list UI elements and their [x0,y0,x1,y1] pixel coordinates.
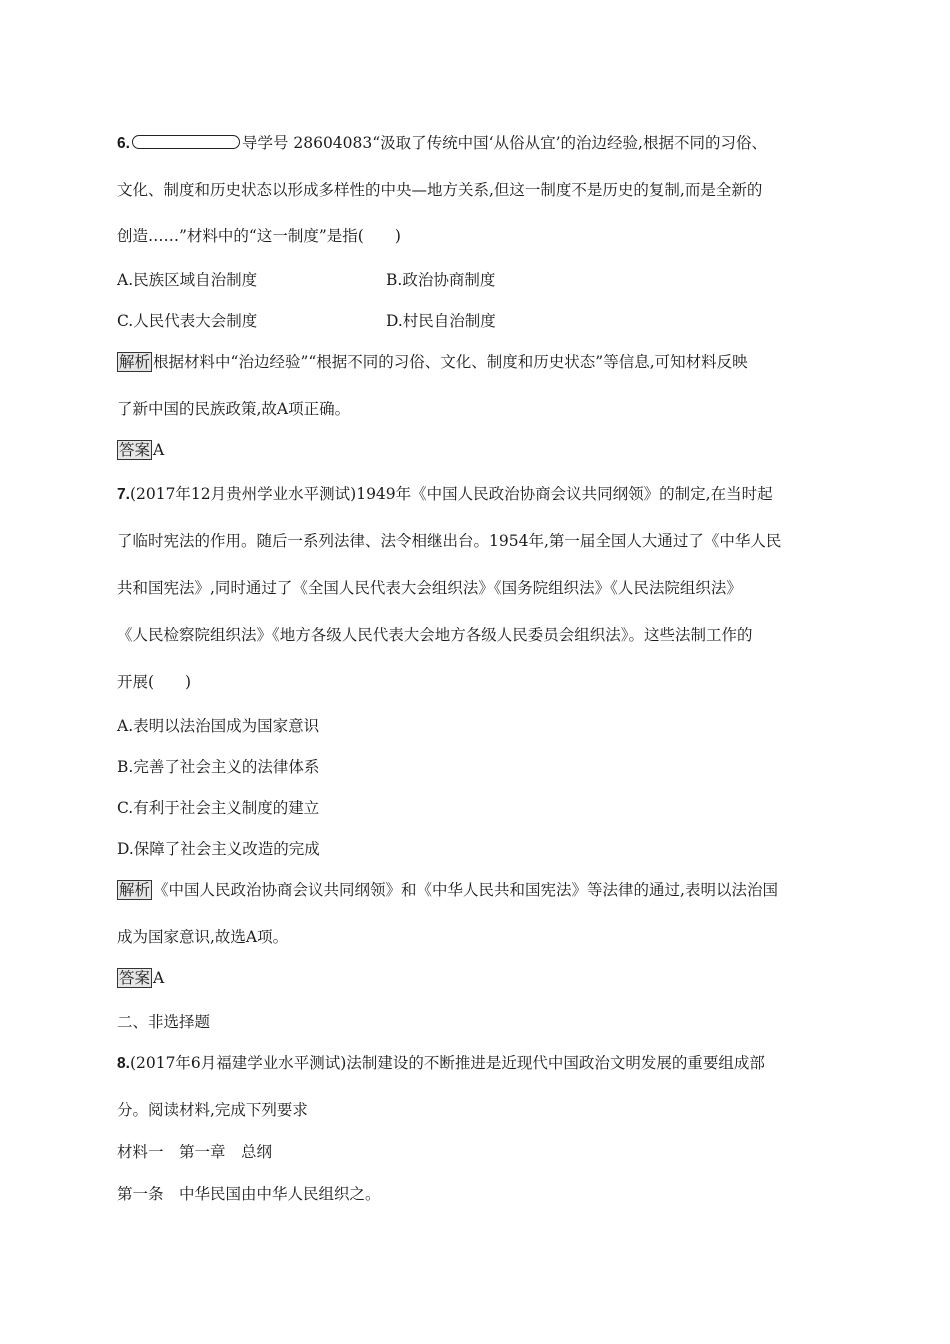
q7-answer [117,968,164,988]
q7-stem-line3: 共和国宪法》,同时通过了《全国人民代表大会组织法》《国务院组织法》《人民法院组织法》 [117,579,742,597]
q7-stem-line5: 开展( ) [117,673,192,691]
q6-option-a[interactable]: A.民族区域自治制度 [117,271,258,289]
blank-pill-box [132,135,240,149]
q7-analysis-line2: 成为国家意识,故选A项。 [117,928,289,946]
section-heading-non-choice: 二、非选择题 [117,1013,211,1031]
q6-analysis-text1: 根据材料中“治边经验”“根据不同的习俗、文化、制度和历史状态”等信息,可知材料反映 [153,353,748,371]
q6-number: 6. [117,135,130,152]
q6-answer [117,440,164,460]
q7-stem-line1 [117,484,773,505]
q7-stem-line2: 了临时宪法的作用。随后一系列法律、法令相继出台。1954年,第一届全国人大通过了《中华人民 [117,532,782,550]
q7-option-b[interactable]: B.完善了社会主义的法律体系 [117,758,320,776]
q6-stem-line3: 创造……”材料中的“这一制度”是指( ) [117,227,401,245]
answer-tag: 答案 [119,441,151,459]
q6-analysis-line2: 了新中国的民族政策,故A项正确。 [117,400,351,418]
q8-stem-text1: (2017年6月福建学业水平测试)法制建设的不断推进是近现代中国政治文明发展的重要组成部 [129,1054,765,1072]
q7-stem-text1: (2017年12月贵州学业水平测试)1949年《中国人民政治协商会议共同纲领》的制定,在当时起 [129,485,773,503]
q8-stem-line1 [117,1053,765,1074]
q8-stem-line2: 分。阅读材料,完成下列要求 [117,1101,308,1119]
q7-number: 7. [117,486,130,503]
q7-option-c[interactable]: C.有利于社会主义制度的建立 [117,799,320,817]
q7-answer-value: A [153,969,165,987]
answer-tag: 答案 [119,969,151,987]
q7-analysis-line1 [117,880,778,900]
q7-option-d[interactable]: D.保障了社会主义改造的完成 [117,840,320,858]
q8-article-one: 第一条 中华民国由中华人民组织之。 [117,1185,381,1203]
q6-stem-line2: 文化、制度和历史状态以形成多样性的中央—地方关系,但这一制度不是历史的复制,而是全新的 [117,181,763,199]
q6-stem-line1 [117,133,767,154]
analysis-tag: 解析 [119,881,151,899]
q6-option-d[interactable]: D.村民自治制度 [386,312,496,330]
q6-option-c[interactable]: C.人民代表大会制度 [117,312,258,330]
q7-option-a[interactable]: A.表明以法治国成为国家意识 [117,717,320,735]
q8-material-one: 材料一 第一章 总纲 [117,1143,273,1161]
q6-answer-value: A [153,441,165,459]
q7-analysis-text1: 《中国人民政治协商会议共同纲领》和《中华人民共和国宪法》等法律的通过,表明以法治国 [153,881,778,899]
q6-analysis-line1 [117,352,748,372]
q7-stem-line4: 《人民检察院组织法》《地方各级人民代表大会地方各级人民委员会组织法》。这些法制工作的 [117,626,753,644]
q6-option-b[interactable]: B.政治协商制度 [386,271,496,289]
analysis-tag: 解析 [119,353,151,371]
q6-stem-text1: 导学号 28604083“汲取了传统中国‘从俗从宜’的治边经验,根据不同的习俗、 [241,134,767,152]
q8-number: 8. [117,1055,130,1072]
